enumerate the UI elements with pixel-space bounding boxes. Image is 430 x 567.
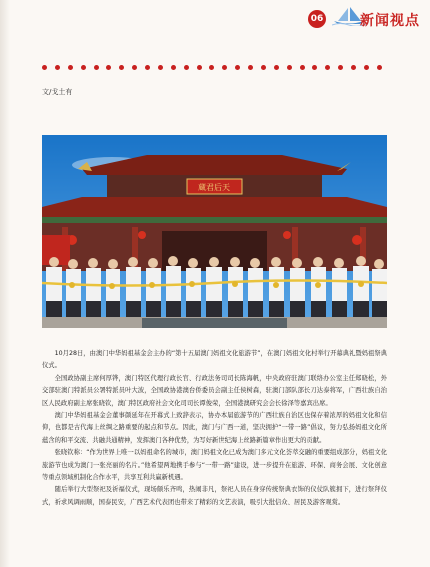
ceremony-photo xyxy=(42,135,387,328)
page-number: 06 xyxy=(308,10,326,28)
section-title: 新闻视点 xyxy=(360,13,420,29)
paragraph: 澳门中华妈祖基金会董事颜延年在开幕式上致辞表示，协办本届旅游节的广西壮族自治区也保存着浓厚的妈祖文化和信仰，也都是古代海上丝绸之路重要的起点和节点。因此，澳门与广西一道，坚决拥护“一带一路”倡议，努力弘扬妈祖文化所蕴含的和平交流、共融共通精神，发挥澳门各种优势，为写好新世纪海上丝路新篇章作出更大的贡献。 xyxy=(42,412,387,444)
temple-plaque: 蔵君后天 xyxy=(198,183,230,192)
paragraph: 全国政协副主席何厚铧，澳门特区代理行政长官、行政法务司司长陈海帆，中央政府驻澳门联络办公室主任郑晓松，外交部驻澳门特派员公署特派员叶大波，全国政协港澳台侨委员会副主任侯树森，驻澳门部队部长刀达泰将军，广西壮族自治区人民政府副主席张晓钦，澳门特区政府社会文化司司长谭俊荣，全国港澳研究会会长徐泽等嘉宾出席。 xyxy=(42,374,387,407)
page-header xyxy=(308,6,418,28)
article-author: 文/戈土有 xyxy=(42,88,73,96)
article-body xyxy=(42,348,387,509)
page-binding-edge xyxy=(0,0,10,567)
paragraph: 10月28日，由澳门中华妈祖基金会主办的“第十五届澳门妈祖文化旅游节”，在澳门妈祖文化村举行开幕典礼暨妈祖祭典仪式。 xyxy=(42,350,387,370)
decorative-dot-divider xyxy=(42,62,382,72)
paragraph: 张晓钦称：“作为世界上唯一以妈祖命名的城市，澳门妈祖文化已成为澳门多元文化荟萃交融的重要组成部分，妈祖文化旅游节也成为澳门一张亮丽的名片。”他希望两地携手参与“一带一路”建设，进一步提升在旅游、环保、商务会展、文化创意等重点领域机制化合作水平，共享互利共赢新机遇。 xyxy=(42,449,387,482)
paragraph: 随后举行大型祭祀及祈福仪式，现场颇乐齐鸣，热闹非凡，祭祀人员在身穿传统祭典衣饰的仪仗队簇拥下，进行祭拜仪式，祈求风调雨顺，国泰民安，广西艺术代表团也带来了精彩的文艺表演，吸引大批信众、居民及游客观赏。 xyxy=(42,486,387,506)
